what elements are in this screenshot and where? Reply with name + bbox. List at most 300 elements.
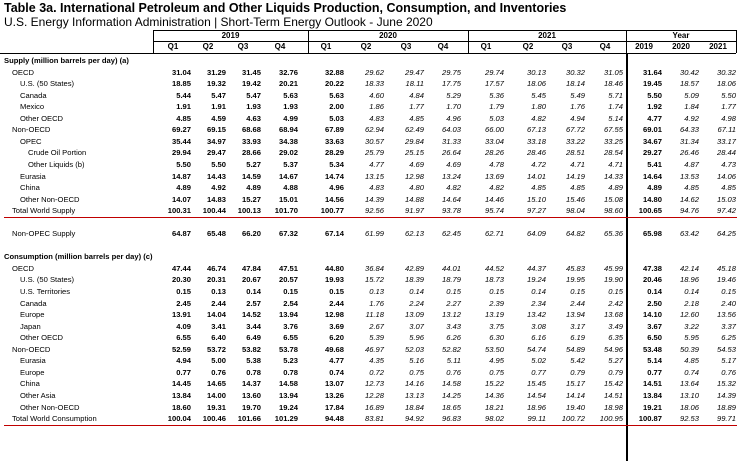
column-header: 2021 — [709, 42, 727, 51]
table-cell: 45.18 — [716, 263, 736, 273]
table-cell: 17.84 — [324, 402, 344, 412]
table-cell: 62.49 — [404, 125, 424, 135]
table-cell: 1.91 — [176, 102, 191, 112]
table-cell: 14.10 — [642, 310, 662, 320]
table-cell: 94.76 — [679, 206, 699, 216]
table-cell: 4.80 — [409, 183, 424, 193]
table-cell: 31.05 — [603, 67, 623, 77]
table-cell: 0.79 — [608, 367, 623, 377]
table-cell: 1.93 — [246, 102, 261, 112]
table-cell: 0.75 — [409, 367, 424, 377]
table-cell: 2.54 — [283, 298, 298, 308]
table-cell: 4.72 — [531, 159, 546, 169]
table-cell: 4.78 — [489, 159, 504, 169]
table-cell: 0.15 — [570, 287, 585, 296]
table-cell: 6.35 — [608, 333, 623, 343]
table-cell: 52.82 — [441, 344, 461, 354]
table-cell: 1.76 — [369, 298, 384, 308]
table-cell: 34.67 — [642, 136, 662, 146]
table-cell: 14.36 — [484, 390, 504, 400]
row-label: China — [20, 379, 40, 389]
table-cell: 5.50 — [647, 90, 662, 100]
table-cell: 13.91 — [171, 310, 191, 320]
table-cell: 62.13 — [404, 229, 424, 239]
table-cell: 6.26 — [446, 333, 461, 343]
column-header: Q4 — [274, 42, 286, 51]
table-cell: 47.44 — [171, 263, 191, 273]
table-cell: 42.89 — [404, 263, 424, 273]
table-cell: 5.45 — [531, 90, 546, 100]
table-cell: 31.04 — [171, 67, 191, 77]
table-cell: 13.56 — [716, 310, 736, 320]
table-cell: 4.94 — [176, 356, 191, 366]
table-cell: 14.51 — [603, 390, 623, 400]
table-cell: 28.51 — [565, 148, 585, 158]
table-cell: 0.77 — [531, 367, 546, 377]
table-cell: 4.85 — [409, 113, 424, 123]
table-cell: 0.77 — [176, 367, 191, 377]
table-cell: 18.73 — [484, 275, 504, 285]
table-cell: 0.78 — [246, 367, 261, 377]
table-cell: 14.54 — [526, 390, 546, 400]
table-cell: 13.68 — [603, 310, 623, 320]
column-header: 2020 — [672, 42, 690, 51]
table-cell: 2.45 — [176, 298, 191, 308]
column-header: Q1 — [480, 42, 492, 51]
table-cell: 0.78 — [283, 367, 298, 377]
table-cell: 0.76 — [721, 367, 736, 377]
table-cell: 14.56 — [324, 194, 344, 204]
table-cell: 18.65 — [441, 402, 461, 412]
table-cell: 0.74 — [329, 367, 344, 377]
table-cell: 5.16 — [409, 356, 424, 366]
table-cell: 4.09 — [176, 321, 191, 331]
table-cell: 100.87 — [638, 414, 662, 424]
table-cell: 0.15 — [721, 287, 736, 296]
table-cell: 15.03 — [716, 194, 736, 204]
table-cell: 2.44 — [329, 298, 344, 308]
table-cell: 18.21 — [484, 402, 504, 412]
table-cell: 53.72 — [206, 344, 226, 354]
table-cell: 31.29 — [206, 67, 226, 77]
table-cell: 4.85 — [721, 183, 736, 193]
table-cell: 4.83 — [369, 183, 384, 193]
table-cell: 1.79 — [489, 102, 504, 112]
table-cell: 0.14 — [246, 287, 261, 296]
table-cell: 4.95 — [489, 356, 504, 366]
table-cell: 4.77 — [369, 159, 384, 169]
table-cell: 67.32 — [278, 229, 298, 239]
table-cell: 29.02 — [278, 148, 298, 158]
table-cell: 29.62 — [364, 67, 384, 77]
table-cell: 18.84 — [404, 402, 424, 412]
total-underline — [4, 425, 737, 426]
table-cell: 44.52 — [484, 263, 504, 273]
row-label: Other Non-OECD — [20, 194, 80, 204]
table-cell: 5.23 — [283, 356, 298, 366]
table-cell: 14.64 — [642, 171, 662, 181]
table-cell: 94.48 — [324, 414, 344, 424]
row-label: OECD — [12, 263, 34, 273]
table-cell: 20.57 — [278, 275, 298, 285]
column-divider — [153, 30, 154, 53]
table-cell: 66.20 — [241, 229, 261, 239]
table-cell: 4.85 — [684, 356, 699, 366]
table-cell: 2.40 — [721, 298, 736, 308]
table-cell: 0.15 — [283, 287, 298, 296]
table-cell: 3.17 — [570, 321, 585, 331]
table-cell: 100.46 — [202, 414, 226, 424]
table-cell: 1.80 — [531, 102, 546, 112]
table-cell: 3.22 — [684, 321, 699, 331]
table-cell: 19.46 — [716, 275, 736, 285]
table-cell: 33.63 — [324, 136, 344, 146]
total-underline — [4, 217, 737, 218]
table-cell: 14.33 — [603, 171, 623, 181]
table-cell: 2.39 — [489, 298, 504, 308]
table-cell: 30.57 — [364, 136, 384, 146]
table-cell: 0.14 — [647, 287, 662, 296]
table-cell: 5.41 — [647, 159, 662, 169]
table-cell: 53.82 — [241, 344, 261, 354]
table-cell: 4.69 — [409, 159, 424, 169]
table-cell: 30.42 — [679, 67, 699, 77]
row-label: Canada — [20, 90, 47, 100]
table-cell: 62.45 — [441, 229, 461, 239]
table-cell: 14.62 — [679, 194, 699, 204]
table-cell: 15.45 — [526, 379, 546, 389]
table-cell: 2.27 — [446, 298, 461, 308]
table-cell: 0.14 — [531, 287, 546, 296]
table-cell: 28.44 — [716, 148, 736, 158]
table-cell: 13.12 — [441, 310, 461, 320]
table-cell: 3.76 — [283, 321, 298, 331]
table-cell: 14.51 — [642, 379, 662, 389]
table-cell: 99.71 — [716, 414, 736, 424]
table-cell: 30.32 — [565, 67, 585, 77]
table-cell: 14.07 — [171, 194, 191, 204]
table-cell: 4.89 — [176, 183, 191, 193]
table-cell: 5.49 — [570, 90, 585, 100]
column-header: Q3 — [237, 42, 249, 51]
table-cell: 97.42 — [716, 206, 736, 216]
table-cell: 93.78 — [441, 206, 461, 216]
table-cell: 5.50 — [176, 159, 191, 169]
table-cell: 44.37 — [526, 263, 546, 273]
table-cell: 67.13 — [526, 125, 546, 135]
table-cell: 14.45 — [171, 379, 191, 389]
table-cell: 4.89 — [608, 183, 623, 193]
table-cell: 20.30 — [171, 275, 191, 285]
table-cell: 97.27 — [526, 206, 546, 216]
table-cell: 99.11 — [527, 414, 546, 424]
table-cell: 15.42 — [603, 379, 623, 389]
table-cell: 5.11 — [446, 356, 461, 366]
column-divider — [468, 30, 469, 53]
table-cell: 3.37 — [721, 321, 736, 331]
table-cell: 30.32 — [716, 67, 736, 77]
section-header: Supply (million barrels per day) (a) — [4, 56, 129, 65]
table-cell: 13.19 — [484, 310, 504, 320]
table-cell: 14.59 — [241, 171, 261, 181]
column-divider — [626, 30, 627, 53]
table-cell: 14.46 — [484, 194, 504, 204]
table-cell: 15.10 — [526, 194, 546, 204]
row-label: Europe — [20, 310, 45, 320]
table-cell: 65.98 — [642, 229, 662, 239]
table-cell: 32.88 — [324, 67, 344, 77]
table-cell: 28.46 — [526, 148, 546, 158]
table-cell: 53.78 — [278, 344, 298, 354]
column-header: Q2 — [360, 42, 372, 51]
table-cell: 64.82 — [565, 229, 585, 239]
table-cell: 5.29 — [446, 90, 461, 100]
table-cell: 95.74 — [484, 206, 504, 216]
table-cell: 6.50 — [647, 333, 662, 343]
table-cell: 4.85 — [570, 183, 585, 193]
table-cell: 53.50 — [484, 344, 504, 354]
table-cell: 26.46 — [679, 148, 699, 158]
table-cell: 4.94 — [570, 113, 585, 123]
year-header: 2019 — [221, 31, 240, 40]
table-cell: 91.97 — [404, 206, 424, 216]
table-cell: 3.67 — [647, 321, 662, 331]
column-header: Q3 — [561, 42, 573, 51]
column-header: 2019 — [635, 42, 653, 51]
table-cell: 17.75 — [441, 79, 461, 89]
table-cell: 49.68 — [324, 344, 344, 354]
table-subtitle: U.S. Energy Information Administration | Short-Term Energy Outlook - June 2020 — [4, 15, 433, 29]
table-cell: 2.44 — [211, 298, 226, 308]
table-cell: 53.48 — [642, 344, 662, 354]
table-cell: 4.82 — [446, 183, 461, 193]
table-cell: 13.13 — [404, 390, 424, 400]
table-cell: 5.47 — [211, 90, 226, 100]
table-cell: 4.35 — [369, 356, 384, 366]
table-cell: 52.59 — [171, 344, 191, 354]
table-cell: 54.74 — [526, 344, 546, 354]
row-label: Total World Consumption — [12, 414, 97, 424]
year-header: 2021 — [538, 31, 556, 40]
row-label: U.S. Territories — [20, 287, 71, 296]
table-cell: 13.53 — [679, 171, 699, 181]
table-title: Table 3a. International Petroleum and Other Liquids Production, Consumption, and Inventories — [4, 1, 567, 15]
table-cell: 15.08 — [603, 194, 623, 204]
row-label: Non-OECD — [12, 125, 51, 135]
table-cell: 4.96 — [329, 183, 344, 193]
table-cell: 18.96 — [526, 402, 546, 412]
table-cell: 1.74 — [608, 102, 623, 112]
column-header: Q2 — [202, 42, 214, 51]
table-cell: 2.18 — [684, 298, 699, 308]
table-cell: 4.63 — [246, 113, 261, 123]
table-cell: 64.87 — [171, 229, 191, 239]
table-cell: 92.53 — [679, 414, 699, 424]
table-cell: 18.46 — [603, 79, 623, 89]
table-cell: 32.76 — [278, 67, 298, 77]
table-cell: 5.00 — [211, 356, 226, 366]
table-cell: 5.03 — [489, 113, 504, 123]
row-label: Eurasia — [20, 356, 46, 366]
table-cell: 5.14 — [608, 113, 623, 123]
table-cell: 18.79 — [441, 275, 461, 285]
table-cell: 1.86 — [369, 102, 384, 112]
table-cell: 11.18 — [365, 310, 384, 320]
table-cell: 19.45 — [642, 79, 662, 89]
table-cell: 98.02 — [484, 414, 504, 424]
table-cell: 2.57 — [246, 298, 261, 308]
table-cell: 13.94 — [565, 310, 585, 320]
table-cell: 4.99 — [283, 113, 298, 123]
table-cell: 14.88 — [404, 194, 424, 204]
table-cell: 1.77 — [409, 102, 424, 112]
table-cell: 65.36 — [603, 229, 623, 239]
table-cell: 2.42 — [608, 298, 623, 308]
table-cell: 14.58 — [278, 379, 298, 389]
row-label: Mexico — [20, 102, 45, 112]
table-cell: 4.85 — [684, 183, 699, 193]
table-cell: 0.13 — [369, 287, 384, 296]
table-cell: 20.22 — [324, 79, 344, 89]
table-cell: 3.08 — [531, 321, 546, 331]
table-cell: 13.07 — [324, 379, 344, 389]
table-cell: 3.41 — [211, 321, 226, 331]
table-cell: 67.14 — [324, 229, 344, 239]
row-label: Japan — [20, 321, 41, 331]
table-cell: 15.17 — [565, 379, 585, 389]
section-header: Consumption (million barrels per day) (c) — [4, 252, 153, 262]
table-cell: 14.39 — [716, 390, 736, 400]
table-cell: 14.67 — [278, 171, 298, 181]
table-cell: 13.84 — [171, 390, 191, 400]
table-cell: 14.80 — [642, 194, 662, 204]
row-label: Other Asia — [20, 390, 56, 400]
table-cell: 14.65 — [206, 379, 226, 389]
table-cell: 0.76 — [446, 367, 461, 377]
table-cell: 68.94 — [278, 125, 298, 135]
table-cell: 12.73 — [364, 379, 384, 389]
table-cell: 15.32 — [716, 379, 736, 389]
table-cell: 5.37 — [283, 159, 298, 169]
table-cell: 0.13 — [211, 287, 226, 296]
table-cell: 52.03 — [404, 344, 424, 354]
table-cell: 0.76 — [211, 367, 226, 377]
table-cell: 12.60 — [679, 310, 699, 320]
table-cell: 4.77 — [329, 356, 344, 366]
row-label: Other Liquids (b) — [28, 159, 85, 169]
table-cell: 18.33 — [364, 79, 384, 89]
table-cell: 46.97 — [364, 344, 384, 354]
table-cell: 16.89 — [364, 402, 384, 412]
table-cell: 26.64 — [441, 148, 461, 158]
table-cell: 20.67 — [241, 275, 261, 285]
table-cell: 2.00 — [329, 102, 344, 112]
table-cell: 20.21 — [278, 79, 298, 89]
table-cell: 1.76 — [570, 102, 585, 112]
row-label: OECD — [12, 67, 34, 77]
table-cell: 14.37 — [241, 379, 261, 389]
table-cell: 5.71 — [608, 90, 623, 100]
table-cell: 0.15 — [489, 287, 504, 296]
table-cell: 54.96 — [603, 344, 623, 354]
row-label: Non-OPEC Supply — [12, 229, 76, 239]
table-cell: 83.81 — [364, 414, 384, 424]
row-label: Other OECD — [20, 113, 64, 123]
table-cell: 42.14 — [679, 263, 699, 273]
table-cell: 92.56 — [364, 206, 384, 216]
table-cell: 5.47 — [246, 90, 261, 100]
table-cell: 34.97 — [206, 136, 226, 146]
table-cell: 6.55 — [283, 333, 298, 343]
row-label: Other OECD — [20, 333, 64, 343]
table-cell: 100.04 — [167, 414, 191, 424]
table-cell: 19.24 — [526, 275, 546, 285]
table-cell: 33.18 — [526, 136, 546, 146]
table-cell: 4.69 — [446, 159, 461, 169]
table-cell: 47.84 — [241, 263, 261, 273]
table-cell: 12.98 — [324, 310, 344, 320]
table-cell: 18.11 — [405, 79, 424, 89]
table-cell: 15.22 — [484, 379, 504, 389]
table-cell: 33.25 — [603, 136, 623, 146]
table-cell: 64.09 — [526, 229, 546, 239]
table-cell: 0.15 — [446, 287, 461, 296]
column-divider — [736, 30, 737, 53]
column-header: Q1 — [320, 42, 332, 51]
table-cell: 14.01 — [526, 171, 546, 181]
table-cell: 4.85 — [531, 183, 546, 193]
table-cell: 14.19 — [565, 171, 585, 181]
table-cell: 69.15 — [206, 125, 226, 135]
table-cell: 64.03 — [441, 125, 461, 135]
table-cell: 18.60 — [171, 402, 191, 412]
table-cell: 29.27 — [642, 148, 662, 158]
table-cell: 101.66 — [237, 414, 261, 424]
table-cell: 67.72 — [565, 125, 585, 135]
table-cell: 4.92 — [684, 113, 699, 123]
table-cell: 12.28 — [364, 390, 384, 400]
table-cell: 6.30 — [489, 333, 504, 343]
table-cell: 19.21 — [642, 402, 662, 412]
column-header: Q3 — [400, 42, 412, 51]
table-cell: 5.63 — [329, 90, 344, 100]
table-cell: 5.96 — [409, 333, 424, 343]
table-cell: 13.42 — [526, 310, 546, 320]
table-cell: 0.15 — [176, 287, 191, 296]
table-cell: 25.15 — [404, 148, 424, 158]
table-cell: 64.33 — [679, 125, 699, 135]
table-cell: 14.04 — [206, 310, 226, 320]
table-cell: 3.49 — [608, 321, 623, 331]
table-cell: 47.51 — [278, 263, 298, 273]
table-cell: 5.09 — [684, 90, 699, 100]
table-cell: 20.46 — [642, 275, 662, 285]
table-cell: 44.01 — [441, 263, 461, 273]
table-cell: 67.89 — [324, 125, 344, 135]
table-cell: 18.06 — [679, 402, 699, 412]
table-cell: 4.60 — [369, 90, 384, 100]
table-cell: 18.06 — [716, 79, 736, 89]
table-cell: 18.14 — [565, 79, 585, 89]
table-cell: 3.69 — [329, 321, 344, 331]
table-cell: 31.45 — [241, 67, 261, 77]
table-cell: 14.00 — [206, 390, 226, 400]
table-cell: 4.88 — [283, 183, 298, 193]
table-cell: 29.94 — [171, 148, 191, 158]
table-cell: 33.93 — [241, 136, 261, 146]
table-cell: 1.91 — [211, 102, 226, 112]
table-cell: 28.26 — [484, 148, 504, 158]
